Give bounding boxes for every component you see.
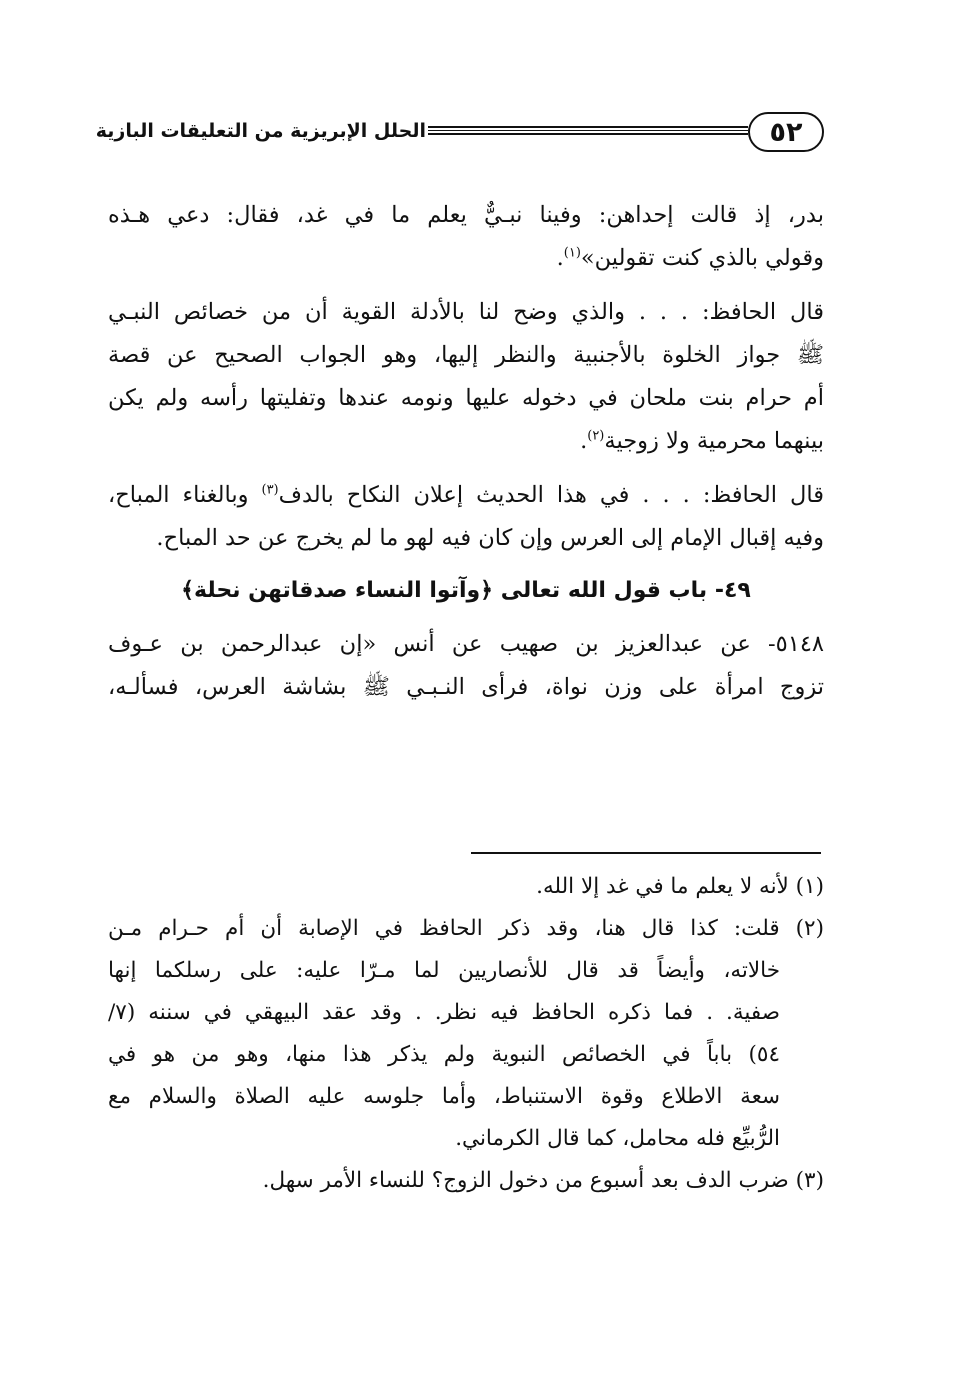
text-line xyxy=(108,237,824,280)
book-title: الحلل الإبريزية من التعليقات البازية xyxy=(95,120,426,142)
text-line: قال الحافظ: . . . والذي وضح لنا بالأدلة القوية أن من خصائص النبـي xyxy=(108,299,824,325)
paragraph-4 xyxy=(108,623,824,709)
section-heading: ٤٩- باب قول الله تعالى ﴿وآتوا النساء صدقاتهن نحلة﴾ xyxy=(181,578,751,603)
text-line: (٢) قلت: كذا قال هنا، وقد ذكر الحافظ في الإصابة أن أم حـرام مـن xyxy=(108,916,824,941)
paragraph-1 xyxy=(108,194,824,280)
text-line: (١) لأنه لا يعلم ما في غد إلا الله. xyxy=(536,874,824,899)
text-line: الرُّبيِّع فله محامل، كما قال الكرماني. xyxy=(455,1126,780,1151)
paragraph-2 xyxy=(108,291,824,463)
text-line: ٥١٤٨- عن عبدالعزيز بن صهيب عن أنس «إن عبدالرحمن بن عـوف xyxy=(108,631,824,657)
text-line xyxy=(108,474,824,517)
text-line: صفية. . فما ذكره الحافظ فيه نظر. . وقد عقد البيهقي في سننه (٧/ xyxy=(108,1000,780,1025)
footnote-ref-2: (٢) xyxy=(587,428,605,444)
footnote-ref-1: (١) xyxy=(563,245,581,261)
text-line xyxy=(108,420,824,463)
text-segment: . xyxy=(556,245,564,271)
text-line: ﷺ جواز الخلوة بالأجنبية والنظر إليها، وهو الجواب الصحيح عن قصة xyxy=(108,342,824,368)
text-line: بدر، إذ قالت إحداهن: وفينا نبـيٌّ يعلم ما في غد، فقال: دعي هـذه xyxy=(108,202,824,228)
text-segment: بينهما محرمية ولا زوجية xyxy=(604,428,824,454)
text-segment: وقولي بالذي كنت تقولين» xyxy=(580,245,824,271)
header-rule xyxy=(428,126,748,135)
body-text xyxy=(108,194,824,720)
page-header xyxy=(95,112,824,156)
footnote-3 xyxy=(108,1160,824,1202)
footnote-ref-3: (٣) xyxy=(261,482,279,498)
footnote-2 xyxy=(108,908,824,1160)
footnote-1 xyxy=(108,866,824,908)
text-line: وفيه إقبال الإمام إلى العرس وإن كان فيه لهو ما لم يخرج عن حد المباح. xyxy=(156,525,824,551)
paragraph-3 xyxy=(108,474,824,560)
text-line: تزوج امرأة على وزن نواة، فرأى النـبـي ﷺ بشاشة العرس، فسألـه، xyxy=(108,674,824,700)
footnote-separator xyxy=(471,852,821,854)
text-line: خالاته، وأيضاً قد قال للأنصاريين لما مـرّا عليه: على رسلكما إنها xyxy=(108,958,780,983)
text-line: (٣) ضرب الدف بعد أسبوع من دخول الزوج؟ للنساء الأمر سهل. xyxy=(262,1168,824,1193)
text-segment: وبالغناء المباح، xyxy=(108,482,262,508)
text-segment: قال الحافظ: . . . في هذا الحديث إعلان النكاح بالدف xyxy=(278,482,824,508)
page-number: ٥٢ xyxy=(748,112,824,152)
text-line: أم حرام بنت ملحان في دخوله عليها ونومه عندها وتفليتها رأسه ولم يكن xyxy=(108,385,824,411)
text-line: سعة الاطلاع وقوة الاستنباط، وأما جلوسه عليه الصلاة والسلام مع xyxy=(108,1084,780,1109)
text-segment: . xyxy=(580,428,588,454)
text-line: ٥٤) باباً في الخصائص النبوية ولم يذكر هذا منها، وهو من هو في xyxy=(108,1042,780,1067)
footnotes xyxy=(108,866,824,1202)
